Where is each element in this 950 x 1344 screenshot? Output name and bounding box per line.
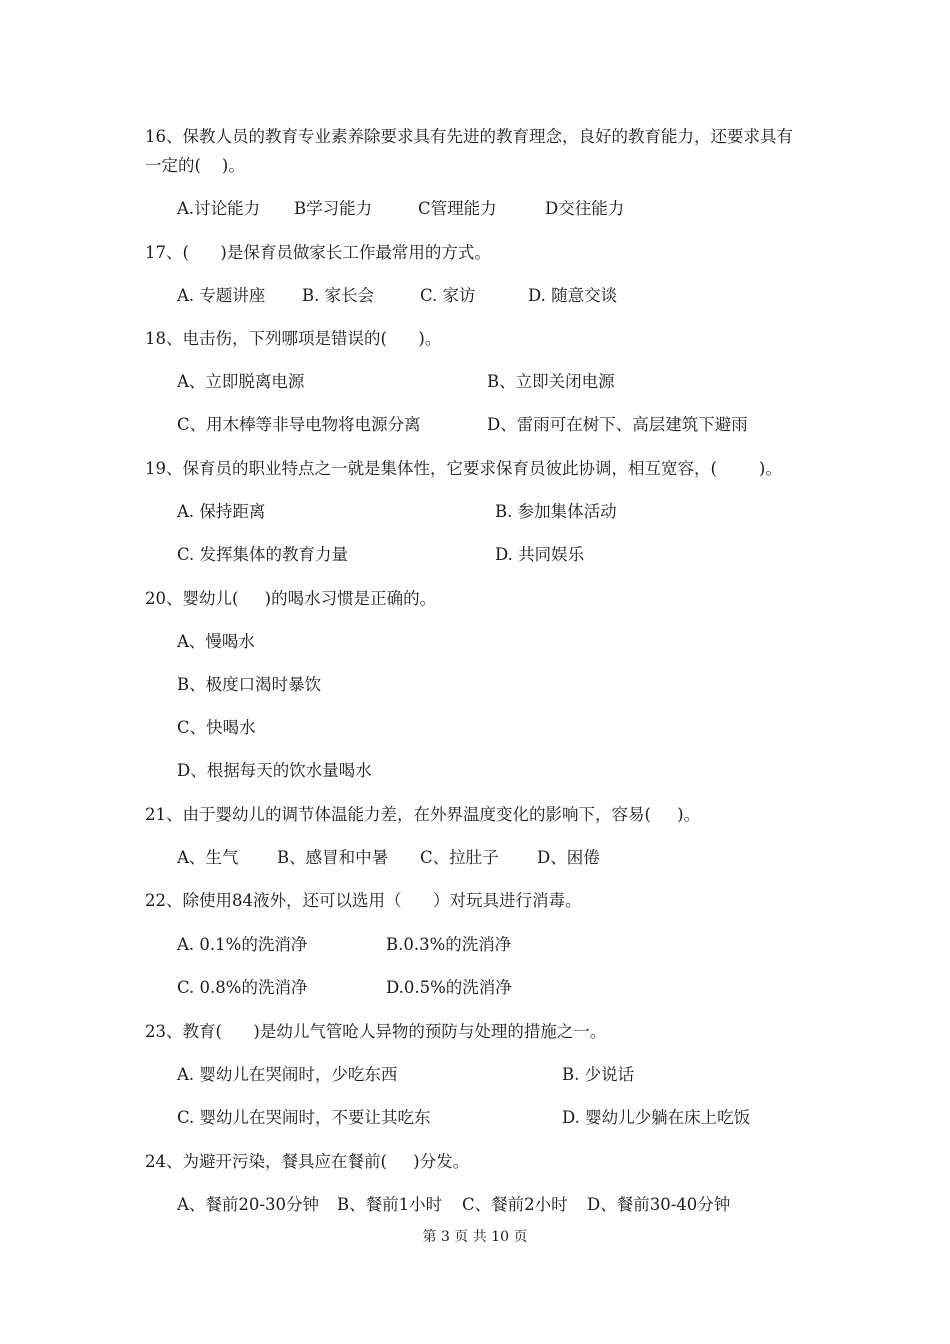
question-20-option-c: C、快喝水 [177,718,256,737]
question-23-option-a: A. 婴幼儿在哭闹时，少吃东西 [177,1065,398,1084]
question-23-option-b: B. 少说话 [562,1065,635,1084]
question-22-option-d: D.0.5%的洗消净 [386,978,512,997]
question-22-option-b: B.0.3%的洗消净 [386,935,512,954]
question-21-option-a: A、生气 [177,848,239,867]
question-20-option-b: B、极度口渴时暴饮 [177,675,322,694]
question-17-option-b: B. 家长会 [302,286,375,305]
question-16-stem-line1: 16、保教人员的教育专业素养除要求具有先进的教育理念，良好的教育能力，还要求具有 [145,127,793,146]
question-19-option-a: A. 保持距离 [177,502,266,521]
question-20-option-a: A、慢喝水 [177,632,255,651]
question-24-stem: 24、为避开污染，餐具应在餐前( )分发。 [145,1152,470,1171]
question-22-option-c: C. 0.8%的洗消净 [177,978,308,997]
question-18-option-a: A、立即脱离电源 [177,372,305,391]
question-21-stem: 21、由于婴幼儿的调节体温能力差，在外界温度变化的影响下，容易( )。 [145,805,701,824]
question-22-stem: 22、除使用84液外，还可以选用（ ）对玩具进行消毒。 [145,891,582,910]
question-23-option-d: D. 婴幼儿少躺在床上吃饭 [562,1108,751,1127]
question-20-option-d: D、根据每天的饮水量喝水 [177,761,372,780]
question-17-stem: 17、( )是保育员做家长工作最常用的方式。 [145,243,491,262]
question-19-option-c: C. 发挥集体的教育力量 [177,545,349,564]
question-17-option-d: D. 随意交谈 [528,286,618,305]
question-24-option-c: C、餐前2小时 [462,1195,568,1214]
question-19-option-d: D. 共同娱乐 [495,545,585,564]
question-16-stem-line2: 一定的( )。 [145,156,245,175]
question-23-stem: 23、教育( )是幼儿气管呛人异物的预防与处理的措施之一。 [145,1022,607,1041]
question-20-stem: 20、婴幼儿( )的喝水习惯是正确的。 [145,589,437,608]
question-18-option-d: D、雷雨可在树下、高层建筑下避雨 [487,415,748,434]
question-16-option-b: B学习能力 [294,199,373,218]
question-22-option-a: A. 0.1%的洗消净 [177,935,308,954]
question-19-stem: 19、保育员的职业特点之一就是集体性，它要求保育员彼此协调，相互宽容，( )。 [145,459,782,478]
question-23-option-c: C. 婴幼儿在哭闹时，不要让其吃东 [177,1108,431,1127]
page-number-footer: 第 3 页 共 10 页 [422,1229,528,1245]
question-16-option-a: A.讨论能力 [177,199,261,218]
question-16-option-d: D交往能力 [545,199,625,218]
question-18-option-b: B、立即关闭电源 [487,372,615,391]
question-17-option-a: A. 专题讲座 [177,286,266,305]
question-18-option-c: C、用木棒等非导电物将电源分离 [177,415,421,434]
question-21-option-c: C、拉肚子 [420,848,499,867]
question-17-option-c: C. 家访 [420,286,476,305]
question-21-option-d: D、困倦 [537,848,600,867]
question-21-option-b: B、感冒和中暑 [277,848,389,867]
question-24-option-a: A、餐前20-30分钟 [177,1195,319,1214]
question-24-option-b: B、餐前1小时 [337,1195,443,1214]
question-16-option-c: C管理能力 [418,199,497,218]
question-24-option-d: D、餐前30-40分钟 [587,1195,731,1214]
question-18-stem: 18、电击伤，下列哪项是错误的( )。 [145,329,442,348]
question-19-option-b: B. 参加集体活动 [495,502,617,521]
